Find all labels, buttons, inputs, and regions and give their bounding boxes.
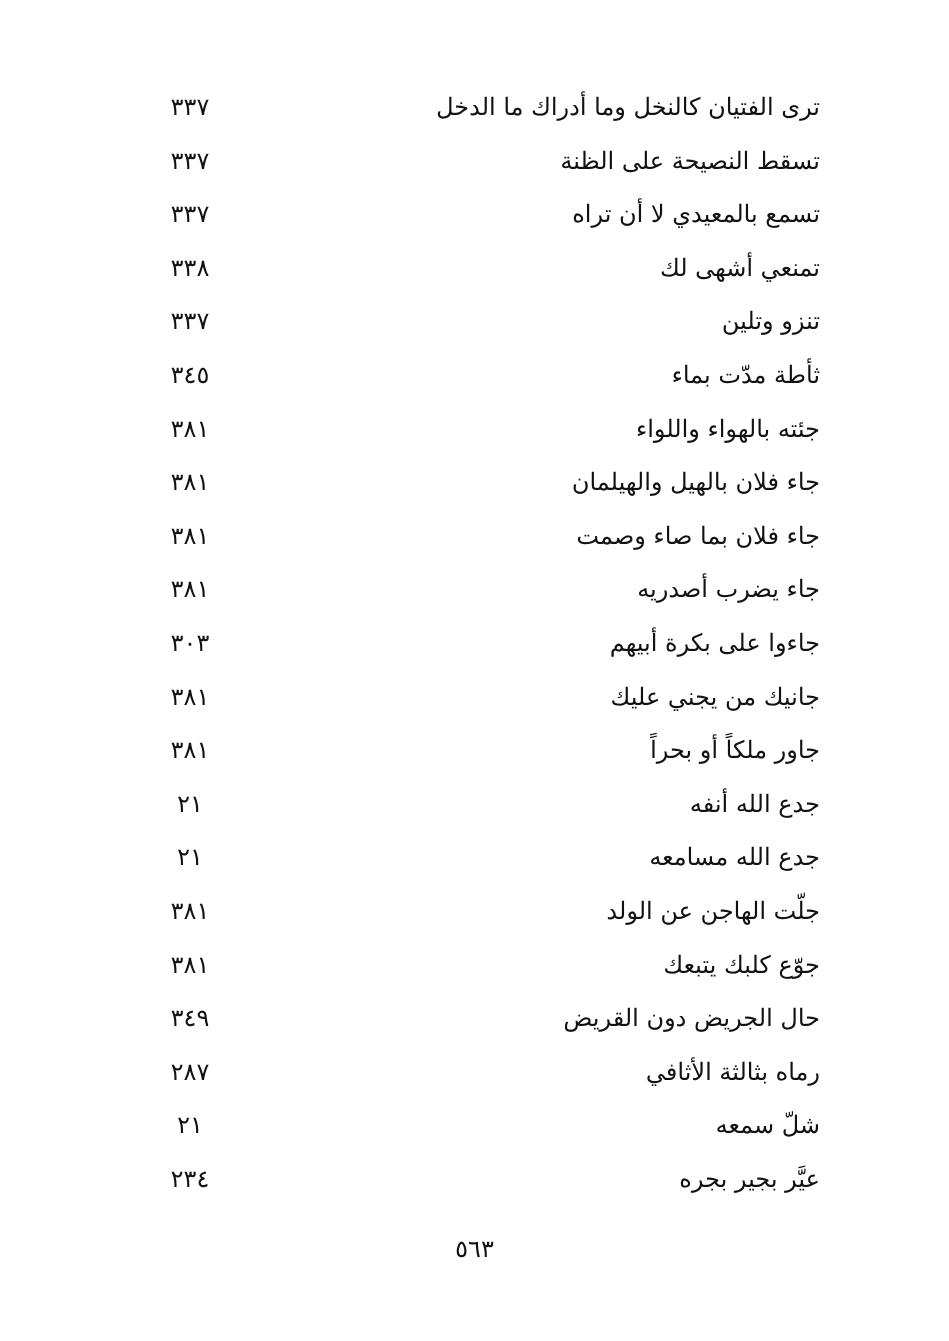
index-entry: [150, 350, 820, 404]
index-entry: [150, 136, 820, 190]
index-entry: [150, 564, 820, 618]
index-entry: [150, 296, 820, 350]
entry-page-number: ٣٣٧: [170, 200, 210, 229]
entry-phrase: جاءوا على بكرة أبيهم: [609, 628, 820, 657]
entry-page-number: ٣٨١: [170, 575, 210, 604]
entry-page-number: ٢١: [177, 843, 203, 872]
entry-phrase: جدع الله أنفه: [689, 789, 820, 818]
index-entry: [150, 243, 820, 297]
entry-phrase: جاء يضرب أصدريه: [637, 575, 820, 604]
entry-phrase: تسمع بالمعيدي لا أن تراه: [572, 200, 820, 229]
entry-page-number: ٣٨١: [170, 682, 210, 711]
index-entry: [150, 886, 820, 940]
entry-phrase: جلّت الهاجن عن الولد: [606, 896, 820, 925]
entry-page-number: ٣٤٥: [170, 360, 210, 389]
page-number: ٥٦٣: [455, 1235, 494, 1263]
index-entry: [150, 511, 820, 565]
entry-page-number: ٣٣٧: [170, 307, 210, 336]
entry-phrase: حال الجريض دون القريض: [563, 1004, 820, 1033]
index-entry: [150, 82, 820, 136]
entry-page-number: ٢٣٤: [170, 1164, 210, 1193]
entry-page-number: ٢٨٧: [170, 1057, 210, 1086]
index-entry: [150, 940, 820, 994]
index-entry: [150, 618, 820, 672]
entry-page-number: ٣٣٧: [170, 93, 210, 121]
entry-page-number: ٣٠٣: [170, 628, 210, 657]
entry-phrase: جاء فلان بالهيل والهيلمان: [571, 468, 820, 497]
entry-phrase: تنزو وتلين: [721, 307, 820, 336]
entry-phrase: جاء فلان بما صاء وصمت: [576, 521, 820, 550]
entry-phrase: ترى الفتيان كالنخل وما أدراك ما الدخل: [436, 93, 820, 121]
index-entry: [150, 779, 820, 833]
index-entry: [150, 1100, 820, 1154]
entry-page-number: ٣٤٩: [170, 1004, 210, 1033]
entry-page-number: ٣٨١: [170, 896, 210, 925]
entry-phrase: جوّع كلبك يتبعك: [663, 950, 820, 979]
entry-phrase: رماه بثالثة الأثافي: [645, 1057, 820, 1086]
index-entry: [150, 457, 820, 511]
entry-phrase: تمنعي أشهى لك: [659, 253, 820, 282]
entry-page-number: ٣٣٧: [170, 146, 210, 175]
entry-phrase: تسقط النصيحة على الظنة: [560, 146, 820, 175]
index-entry: [150, 1047, 820, 1101]
entry-phrase: شلّ سمعه: [715, 1111, 820, 1140]
proverb-index-list: [150, 82, 820, 1207]
entry-phrase: ثأطة مدّت بماء: [671, 360, 820, 389]
index-entry: [150, 189, 820, 243]
entry-page-number: ٣٨١: [170, 414, 210, 443]
entry-phrase: جئته بالهواء واللواء: [635, 414, 820, 443]
index-entry: [150, 993, 820, 1047]
entry-phrase: جاور ملكاً أو بحراً: [650, 736, 820, 765]
index-entry: [150, 404, 820, 458]
entry-phrase: عيَّر بجير بجره: [679, 1164, 820, 1193]
index-entry: [150, 672, 820, 726]
entry-page-number: ٣٨١: [170, 468, 210, 497]
entry-page-number: ٣٣٨: [170, 253, 210, 282]
entry-phrase: جانيك من يجني عليك: [610, 682, 820, 711]
index-entry: [150, 725, 820, 779]
entry-page-number: ٢١: [177, 1111, 203, 1140]
entry-phrase: جدع الله مسامعه: [649, 843, 820, 872]
entry-page-number: ٣٨١: [170, 521, 210, 550]
index-entry: [150, 832, 820, 886]
index-entry: [150, 1154, 820, 1208]
entry-page-number: ٢١: [177, 789, 203, 818]
entry-page-number: ٣٨١: [170, 736, 210, 765]
entry-page-number: ٣٨١: [170, 950, 210, 979]
